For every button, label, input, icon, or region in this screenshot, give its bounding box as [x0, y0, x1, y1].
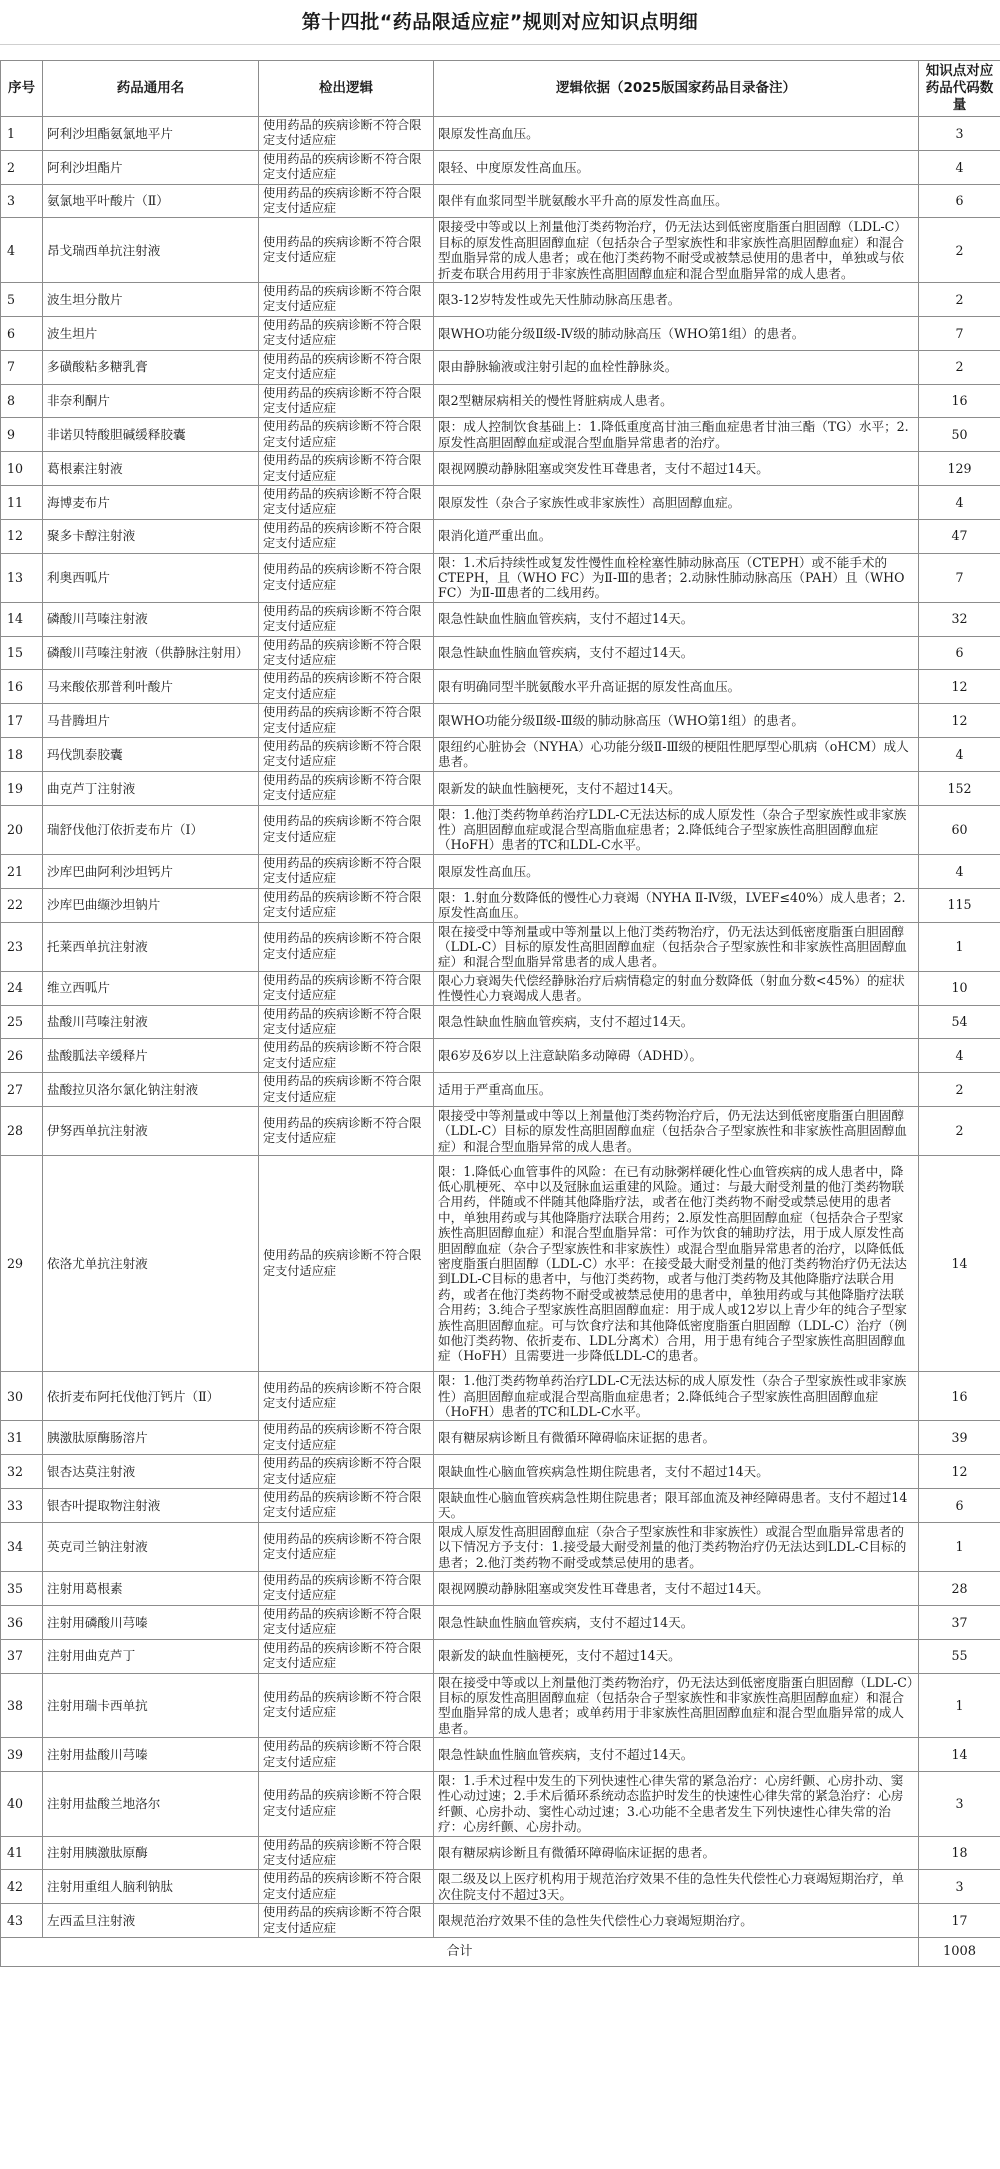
drug-name: 依洛尤单抗注射液: [43, 1156, 259, 1372]
code-count: 12: [919, 704, 1000, 738]
detection-logic: 使用药品的疾病诊断不符合限定支付适应症: [259, 1073, 434, 1107]
row-no: 32: [1, 1455, 43, 1489]
row-no: 1: [1, 117, 43, 151]
table-row: [1, 418, 1000, 452]
detection-logic: 使用药品的疾病诊断不符合限定支付适应症: [259, 1522, 434, 1571]
drug-name: 磷酸川芎嗪注射液（供静脉注射用）: [43, 636, 259, 670]
row-no: 36: [1, 1605, 43, 1639]
detection-logic: 使用药品的疾病诊断不符合限定支付适应症: [259, 1372, 434, 1421]
row-no: 30: [1, 1372, 43, 1421]
logic-basis: 限二级及以上医疗机构用于规范治疗效果不佳的急性失代偿性心力衰竭短期治疗，单次住院支付不超过3天。: [434, 1870, 919, 1904]
logic-basis: 限新发的缺血性脑梗死，支付不超过14天。: [434, 1639, 919, 1673]
row-no: 37: [1, 1639, 43, 1673]
drug-name: 葛根素注射液: [43, 452, 259, 486]
table-row: [1, 1836, 1000, 1870]
table-row: [1, 1106, 1000, 1155]
detection-logic: 使用药品的疾病诊断不符合限定支付适应症: [259, 1639, 434, 1673]
drug-name: 非奈利酮片: [43, 384, 259, 418]
row-no: 35: [1, 1572, 43, 1606]
logic-basis: 限3-12岁特发性或先天性肺动脉高压患者。: [434, 283, 919, 317]
row-no: 4: [1, 218, 43, 283]
row-no: 38: [1, 1673, 43, 1738]
table-row: [1, 971, 1000, 1005]
row-no: 24: [1, 971, 43, 1005]
code-count: 6: [919, 1489, 1000, 1523]
code-count: 12: [919, 1455, 1000, 1489]
table-row: [1, 1738, 1000, 1772]
code-count: 28: [919, 1572, 1000, 1606]
page-title: 第十四批“药品限适应症”规则对应知识点明细: [301, 11, 699, 33]
drug-name: 阿利沙坦酯片: [43, 150, 259, 184]
logic-basis: 限有明确同型半胱氨酸水平升高证据的原发性高血压。: [434, 670, 919, 704]
drug-name: 利奥西呱片: [43, 553, 259, 602]
code-count: 14: [919, 1738, 1000, 1772]
code-count: 152: [919, 771, 1000, 805]
table-row: [1, 1005, 1000, 1039]
detection-logic: 使用药品的疾病诊断不符合限定支付适应症: [259, 1489, 434, 1523]
drug-name: 多磺酸粘多糖乳膏: [43, 350, 259, 384]
row-no: 26: [1, 1039, 43, 1073]
code-count: 17: [919, 1904, 1000, 1938]
drug-name: 胰激肽原酶肠溶片: [43, 1421, 259, 1455]
logic-basis: 适用于严重高血压。: [434, 1073, 919, 1107]
header-drug-name: 药品通用名: [43, 61, 259, 117]
detection-logic: 使用药品的疾病诊断不符合限定支付适应症: [259, 805, 434, 854]
code-count: 4: [919, 854, 1000, 888]
drug-name: 注射用葛根素: [43, 1572, 259, 1606]
detection-logic: 使用药品的疾病诊断不符合限定支付适应症: [259, 418, 434, 452]
drug-name: 氨氯地平叶酸片（Ⅱ）: [43, 184, 259, 218]
drug-name: 维立西呱片: [43, 971, 259, 1005]
logic-basis: 限在接受中等剂量或中等剂量以上他汀类药物治疗，仍无法达到低密度脂蛋白胆固醇（LDL-C）目标的原发性高胆固醇血症（包括杂合子型家族性和非家族性高胆固醇血症）和混合型血脂异常患者的成人患者。: [434, 922, 919, 971]
code-count: 6: [919, 184, 1000, 218]
code-count: 1: [919, 1673, 1000, 1738]
row-no: 25: [1, 1005, 43, 1039]
table-row: [1, 350, 1000, 384]
row-no: 42: [1, 1870, 43, 1904]
row-no: 19: [1, 771, 43, 805]
total-value: 1008: [919, 1938, 1000, 1967]
code-count: 115: [919, 888, 1000, 922]
table-row: [1, 218, 1000, 283]
row-no: 9: [1, 418, 43, 452]
detection-logic: 使用药品的疾病诊断不符合限定支付适应症: [259, 771, 434, 805]
logic-basis: 限原发性高血压。: [434, 117, 919, 151]
header-no: 序号: [1, 61, 43, 117]
detection-logic: 使用药品的疾病诊断不符合限定支付适应症: [259, 636, 434, 670]
row-no: 2: [1, 150, 43, 184]
detection-logic: 使用药品的疾病诊断不符合限定支付适应症: [259, 519, 434, 553]
drug-name: 非诺贝特酸胆碱缓释胶囊: [43, 418, 259, 452]
row-no: 15: [1, 636, 43, 670]
detection-logic: 使用药品的疾病诊断不符合限定支付适应症: [259, 1005, 434, 1039]
drug-name: 昂戈瑞西单抗注射液: [43, 218, 259, 283]
table-row: [1, 1156, 1000, 1372]
code-count: 6: [919, 636, 1000, 670]
logic-basis: 限新发的缺血性脑梗死，支付不超过14天。: [434, 771, 919, 805]
row-no: 43: [1, 1904, 43, 1938]
table-row: [1, 636, 1000, 670]
top-divider: [0, 44, 1000, 61]
row-no: 28: [1, 1106, 43, 1155]
table-body: [1, 117, 1000, 1938]
drug-name: 马昔腾坦片: [43, 704, 259, 738]
drug-name: 阿利沙坦酯氨氯地平片: [43, 117, 259, 151]
drug-name: 左西孟旦注射液: [43, 1904, 259, 1938]
code-count: 3: [919, 1870, 1000, 1904]
drug-name: 波生坦片: [43, 316, 259, 350]
table-row: [1, 283, 1000, 317]
code-count: 10: [919, 971, 1000, 1005]
drug-name: 注射用重组人脑利钠肽: [43, 1870, 259, 1904]
table-row: [1, 1639, 1000, 1673]
drug-name: 注射用盐酸兰地洛尔: [43, 1771, 259, 1836]
code-count: 2: [919, 1073, 1000, 1107]
detection-logic: 使用药品的疾病诊断不符合限定支付适应症: [259, 704, 434, 738]
logic-basis: 限轻、中度原发性高血压。: [434, 150, 919, 184]
logic-basis: 限心力衰竭失代偿经静脉治疗后病情稳定的射血分数降低（射血分数<45%）的症状性慢性心力衰竭成人患者。: [434, 971, 919, 1005]
row-no: 7: [1, 350, 43, 384]
logic-basis: 限在接受中等或以上剂量他汀类药物治疗，仍无法达到低密度脂蛋白胆固醇（LDL-C）目标的原发性高胆固醇血症（包括杂合子型家族性和非家族性高胆固醇血症）和混合型血脂异常的成人患者；或单药用于非家族性高胆固醇血症和混合型血脂异常的成人患者。: [434, 1673, 919, 1738]
code-count: 12: [919, 670, 1000, 704]
drug-name: 银杏达莫注射液: [43, 1455, 259, 1489]
table-row: [1, 1372, 1000, 1421]
code-count: 2: [919, 350, 1000, 384]
drug-name: 马来酸依那普利叶酸片: [43, 670, 259, 704]
table-row: [1, 553, 1000, 602]
table-row: [1, 452, 1000, 486]
logic-basis: 限伴有血浆同型半胱氨酸水平升高的原发性高血压。: [434, 184, 919, 218]
table-row: [1, 854, 1000, 888]
code-count: 39: [919, 1421, 1000, 1455]
row-no: 8: [1, 384, 43, 418]
table-row: [1, 1522, 1000, 1571]
detection-logic: 使用药品的疾病诊断不符合限定支付适应症: [259, 1039, 434, 1073]
detection-logic: 使用药品的疾病诊断不符合限定支付适应症: [259, 117, 434, 151]
header-logic-basis: 逻辑依据（2025版国家药品目录备注）: [434, 61, 919, 117]
drug-name: 玛伐凯泰胶囊: [43, 738, 259, 772]
detection-logic: 使用药品的疾病诊断不符合限定支付适应症: [259, 184, 434, 218]
code-count: 7: [919, 316, 1000, 350]
code-count: 7: [919, 553, 1000, 602]
logic-basis: 限视网膜动静脉阻塞或突发性耳聋患者，支付不超过14天。: [434, 452, 919, 486]
detection-logic: 使用药品的疾病诊断不符合限定支付适应症: [259, 1771, 434, 1836]
table-row: [1, 738, 1000, 772]
logic-basis: 限视网膜动静脉阻塞或突发性耳聋患者，支付不超过14天。: [434, 1572, 919, 1606]
table-row: [1, 184, 1000, 218]
detection-logic: 使用药品的疾病诊断不符合限定支付适应症: [259, 888, 434, 922]
detection-logic: 使用药品的疾病诊断不符合限定支付适应症: [259, 1106, 434, 1155]
code-count: 129: [919, 452, 1000, 486]
detection-logic: 使用药品的疾病诊断不符合限定支付适应症: [259, 1572, 434, 1606]
logic-basis: 限接受中等或以上剂量他汀类药物治疗，仍无法达到低密度脂蛋白胆固醇（LDL-C）目标的原发性高胆固醇血症（包括杂合子型家族性和非家族性高胆固醇血症）和混合型血脂异常的成人患者；或在他汀类药物不耐受或被禁忌使用的患者中，单独或与依折麦布联合用药用于非家族性高胆固醇血症和混合型血脂异常的成人患者。: [434, 218, 919, 283]
logic-basis: 限：1.术后持续性或复发性慢性血栓栓塞性肺动脉高压（CTEPH）或不能手术的CTEPH，且（WHO FC）为Ⅱ-Ⅲ的患者；2.动脉性肺动脉高压（PAH）且（WHO FC）为Ⅱ-Ⅲ患者的二线用药。: [434, 553, 919, 602]
logic-basis: 限由静脉输液或注射引起的血栓性静脉炎。: [434, 350, 919, 384]
drug-name: 盐酸川芎嗪注射液: [43, 1005, 259, 1039]
table-row: [1, 888, 1000, 922]
table-row: [1, 1455, 1000, 1489]
code-count: 2: [919, 218, 1000, 283]
detection-logic: 使用药品的疾病诊断不符合限定支付适应症: [259, 602, 434, 636]
drug-name: 托莱西单抗注射液: [43, 922, 259, 971]
detection-logic: 使用药品的疾病诊断不符合限定支付适应症: [259, 1673, 434, 1738]
table-row: [1, 1073, 1000, 1107]
code-count: 50: [919, 418, 1000, 452]
logic-basis: 限原发性（杂合子家族性或非家族性）高胆固醇血症。: [434, 485, 919, 519]
drug-name: 注射用胰激肽原酶: [43, 1836, 259, 1870]
code-count: 47: [919, 519, 1000, 553]
table-row: [1, 485, 1000, 519]
detection-logic: 使用药品的疾病诊断不符合限定支付适应症: [259, 150, 434, 184]
table-row: [1, 704, 1000, 738]
logic-basis: 限WHO功能分级Ⅱ级-Ⅲ级的肺动脉高压（WHO第1组）的患者。: [434, 704, 919, 738]
logic-basis: 限：成人控制饮食基础上：1.降低重度高甘油三酯血症患者甘油三酯（TG）水平；2.原发性高胆固醇血症或混合型血脂异常患者的治疗。: [434, 418, 919, 452]
row-no: 6: [1, 316, 43, 350]
code-count: 18: [919, 1836, 1000, 1870]
code-count: 3: [919, 117, 1000, 151]
detection-logic: 使用药品的疾病诊断不符合限定支付适应症: [259, 384, 434, 418]
table-row: [1, 1039, 1000, 1073]
header-detection-logic: 检出逻辑: [259, 61, 434, 117]
drug-name: 曲克芦丁注射液: [43, 771, 259, 805]
detection-logic: 使用药品的疾病诊断不符合限定支付适应症: [259, 553, 434, 602]
detection-logic: 使用药品的疾病诊断不符合限定支付适应症: [259, 1836, 434, 1870]
header-code-count: 知识点对应药品代码数量: [919, 61, 1000, 117]
table-row: [1, 805, 1000, 854]
table-row: [1, 922, 1000, 971]
row-no: 40: [1, 1771, 43, 1836]
logic-basis: 限：1.他汀类药物单药治疗LDL-C无法达标的成人原发性（杂合子型家族性或非家族性）高胆固醇血症或混合型高脂血症患者；2.降低纯合子型家族性高胆固醇血症（HoFH）患者的TC和LDL-C水平。: [434, 805, 919, 854]
detection-logic: 使用药品的疾病诊断不符合限定支付适应症: [259, 738, 434, 772]
table-row: [1, 1605, 1000, 1639]
table-row: [1, 1421, 1000, 1455]
row-no: 3: [1, 184, 43, 218]
code-count: 16: [919, 384, 1000, 418]
table-row: [1, 316, 1000, 350]
code-count: 16: [919, 1372, 1000, 1421]
row-no: 41: [1, 1836, 43, 1870]
code-count: 54: [919, 1005, 1000, 1039]
code-count: 1: [919, 1522, 1000, 1571]
detection-logic: 使用药品的疾病诊断不符合限定支付适应症: [259, 1455, 434, 1489]
table-row: [1, 384, 1000, 418]
detection-logic: 使用药品的疾病诊断不符合限定支付适应症: [259, 670, 434, 704]
logic-basis: 限接受中等剂量或中等以上剂量他汀类药物治疗后，仍无法达到低密度脂蛋白胆固醇（LDL-C）目标的原发性高胆固醇血症（包括杂合子型家族性和非家族性高胆固醇血症）和混合型血脂异常的成人患者。: [434, 1106, 919, 1155]
table-row: [1, 1673, 1000, 1738]
row-no: 11: [1, 485, 43, 519]
detection-logic: 使用药品的疾病诊断不符合限定支付适应症: [259, 485, 434, 519]
row-no: 27: [1, 1073, 43, 1107]
total-row: [1, 1938, 1000, 1967]
detection-logic: 使用药品的疾病诊断不符合限定支付适应症: [259, 971, 434, 1005]
logic-basis: 限原发性高血压。: [434, 854, 919, 888]
drug-name: 海博麦布片: [43, 485, 259, 519]
code-count: 14: [919, 1156, 1000, 1372]
detection-logic: 使用药品的疾病诊断不符合限定支付适应症: [259, 316, 434, 350]
code-count: 4: [919, 150, 1000, 184]
drug-name: 瑞舒伐他汀依折麦布片（Ⅰ）: [43, 805, 259, 854]
row-no: 39: [1, 1738, 43, 1772]
detection-logic: 使用药品的疾病诊断不符合限定支付适应症: [259, 1605, 434, 1639]
row-no: 5: [1, 283, 43, 317]
table-row: [1, 1904, 1000, 1938]
table-row: [1, 670, 1000, 704]
detection-logic: 使用药品的疾病诊断不符合限定支付适应症: [259, 922, 434, 971]
detection-logic: 使用药品的疾病诊断不符合限定支付适应症: [259, 1156, 434, 1372]
drug-name: 依折麦布阿托伐他汀钙片（Ⅱ）: [43, 1372, 259, 1421]
drug-name: 注射用曲克芦丁: [43, 1639, 259, 1673]
row-no: 33: [1, 1489, 43, 1523]
code-count: 4: [919, 738, 1000, 772]
row-no: 12: [1, 519, 43, 553]
table-row: [1, 150, 1000, 184]
logic-basis: 限缺血性心脑血管疾病急性期住院患者，支付不超过14天。: [434, 1455, 919, 1489]
table-row: [1, 1771, 1000, 1836]
row-no: 16: [1, 670, 43, 704]
logic-basis: 限规范治疗效果不佳的急性失代偿性心力衰竭短期治疗。: [434, 1904, 919, 1938]
code-count: 4: [919, 485, 1000, 519]
logic-basis: 限急性缺血性脑血管疾病，支付不超过14天。: [434, 602, 919, 636]
drug-name: 盐酸胍法辛缓释片: [43, 1039, 259, 1073]
row-no: 21: [1, 854, 43, 888]
logic-basis: 限有糖尿病诊断且有微循环障碍临床证据的患者。: [434, 1836, 919, 1870]
table-row: [1, 117, 1000, 151]
code-count: 3: [919, 1771, 1000, 1836]
detection-logic: 使用药品的疾病诊断不符合限定支付适应症: [259, 1738, 434, 1772]
drug-name: 伊努西单抗注射液: [43, 1106, 259, 1155]
row-no: 17: [1, 704, 43, 738]
logic-basis: 限：1.射血分数降低的慢性心力衰竭（NYHA Ⅱ-Ⅳ级，LVEF≤40%）成人患者；2.原发性高血压。: [434, 888, 919, 922]
knowledge-table: [0, 60, 1000, 1967]
logic-basis: 限：1.降低心血管事件的风险：在已有动脉粥样硬化性心血管疾病的成人患者中，降低心肌梗死、卒中以及冠脉血运重建的风险。通过：与最大耐受剂量的他汀类药物联合用药，伴随或不伴随其他降脂疗法，或者在他汀类药物不耐受或禁忌使用的患者中，单独用药或与其他降脂疗法联合用药；2.原发性高胆固醇血症（包括杂合子型家族性高胆固醇血症）和混合型血脂异常：可作为饮食的辅助疗法，用于成人原发性高胆固醇血症（杂合子型家族性和非家族性）或混合型血脂异常患者的治疗，以降低低密度脂蛋白胆固醇（LDL-C）水平：在接受最大耐受剂量的他汀类药物治疗仍无法达到LDL-C目标的患者中，与他汀类药物，或者与他汀类药物及其他降脂疗法联合用药，或者在他汀类药物不耐受或被禁忌使用的患者中，单独用药或与其他降脂疗法联合用药；3.纯合子型家族性高胆固醇血症：用于成人或12岁以上青少年的纯合子型家族性高胆固醇血症。可与饮食疗法和其他降低密度脂蛋白胆固醇（LDL-C）治疗（例如他汀类药物、依折麦布、LDL分离术）合用，用于患有纯合子型家族性高胆固醇血症（HoFH）且需要进一步降低LDL-C的患者。: [434, 1156, 919, 1372]
total-label: 合计: [1, 1938, 919, 1967]
logic-basis: 限急性缺血性脑血管疾病，支付不超过14天。: [434, 1738, 919, 1772]
row-no: 23: [1, 922, 43, 971]
logic-basis: 限WHO功能分级Ⅱ级-Ⅳ级的肺动脉高压（WHO第1组）的患者。: [434, 316, 919, 350]
drug-name: 盐酸拉贝洛尔氯化钠注射液: [43, 1073, 259, 1107]
row-no: 34: [1, 1522, 43, 1571]
detection-logic: 使用药品的疾病诊断不符合限定支付适应症: [259, 218, 434, 283]
row-no: 31: [1, 1421, 43, 1455]
row-no: 14: [1, 602, 43, 636]
code-count: 37: [919, 1605, 1000, 1639]
row-no: 22: [1, 888, 43, 922]
table-header-row: [1, 61, 1000, 117]
logic-basis: 限纽约心脏协会（NYHA）心功能分级Ⅱ-Ⅲ级的梗阻性肥厚型心肌病（oHCM）成人患者。: [434, 738, 919, 772]
drug-name: 银杏叶提取物注射液: [43, 1489, 259, 1523]
logic-basis: 限2型糖尿病相关的慢性肾脏病成人患者。: [434, 384, 919, 418]
logic-basis: 限有糖尿病诊断且有微循环障碍临床证据的患者。: [434, 1421, 919, 1455]
logic-basis: 限：1.他汀类药物单药治疗LDL-C无法达标的成人原发性（杂合子型家族性或非家族性）高胆固醇血症或混合型高脂血症患者；2.降低纯合子型家族性高胆固醇血症（HoFH）患者的TC和LDL-C水平。: [434, 1372, 919, 1421]
logic-basis: 限消化道严重出血。: [434, 519, 919, 553]
drug-name: 注射用盐酸川芎嗪: [43, 1738, 259, 1772]
code-count: 4: [919, 1039, 1000, 1073]
code-count: 2: [919, 1106, 1000, 1155]
detection-logic: 使用药品的疾病诊断不符合限定支付适应症: [259, 350, 434, 384]
row-no: 18: [1, 738, 43, 772]
logic-basis: 限急性缺血性脑血管疾病，支付不超过14天。: [434, 1605, 919, 1639]
logic-basis: 限急性缺血性脑血管疾病，支付不超过14天。: [434, 1005, 919, 1039]
detection-logic: 使用药品的疾病诊断不符合限定支付适应症: [259, 1904, 434, 1938]
table-row: [1, 1489, 1000, 1523]
drug-name: 磷酸川芎嗪注射液: [43, 602, 259, 636]
code-count: 55: [919, 1639, 1000, 1673]
logic-basis: 限成人原发性高胆固醇血症（杂合子型家族性和非家族性）或混合型血脂异常患者的以下情况方予支付：1.接受最大耐受剂量的他汀类药物治疗仍无法达到LDL-C目标的患者；2.他汀类药物不耐受或禁忌使用的患者。: [434, 1522, 919, 1571]
row-no: 10: [1, 452, 43, 486]
detection-logic: 使用药品的疾病诊断不符合限定支付适应症: [259, 452, 434, 486]
logic-basis: 限急性缺血性脑血管疾病，支付不超过14天。: [434, 636, 919, 670]
row-no: 13: [1, 553, 43, 602]
drug-name: 英克司兰钠注射液: [43, 1522, 259, 1571]
table-row: [1, 519, 1000, 553]
drug-name: 注射用磷酸川芎嗪: [43, 1605, 259, 1639]
code-count: 2: [919, 283, 1000, 317]
table-row: [1, 1870, 1000, 1904]
row-no: 20: [1, 805, 43, 854]
table-row: [1, 1572, 1000, 1606]
drug-name: 沙库巴曲阿利沙坦钙片: [43, 854, 259, 888]
drug-name: 注射用瑞卡西单抗: [43, 1673, 259, 1738]
table-row: [1, 771, 1000, 805]
code-count: 60: [919, 805, 1000, 854]
detection-logic: 使用药品的疾病诊断不符合限定支付适应症: [259, 1421, 434, 1455]
logic-basis: 限6岁及6岁以上注意缺陷多动障碍（ADHD）。: [434, 1039, 919, 1073]
table-row: [1, 602, 1000, 636]
code-count: 1: [919, 922, 1000, 971]
drug-name: 沙库巴曲缬沙坦钠片: [43, 888, 259, 922]
drug-name: 波生坦分散片: [43, 283, 259, 317]
row-no: 29: [1, 1156, 43, 1372]
detection-logic: 使用药品的疾病诊断不符合限定支付适应症: [259, 854, 434, 888]
detection-logic: 使用药品的疾病诊断不符合限定支付适应症: [259, 1870, 434, 1904]
code-count: 32: [919, 602, 1000, 636]
logic-basis: 限缺血性心脑血管疾病急性期住院患者；限耳部血流及神经障碍患者。支付不超过14天。: [434, 1489, 919, 1523]
drug-name: 聚多卡醇注射液: [43, 519, 259, 553]
detection-logic: 使用药品的疾病诊断不符合限定支付适应症: [259, 283, 434, 317]
logic-basis: 限：1.手术过程中发生的下列快速性心律失常的紧急治疗：心房纤颤、心房扑动、窦性心动过速；2.手术后循环系统动态监护时发生的快速性心律失常的紧急治疗：心房纤颤、心房扑动、窦性心动过速；3.心功能不全患者发生下列快速性心律失常的治疗：心房纤颤、心房扑动。: [434, 1771, 919, 1836]
